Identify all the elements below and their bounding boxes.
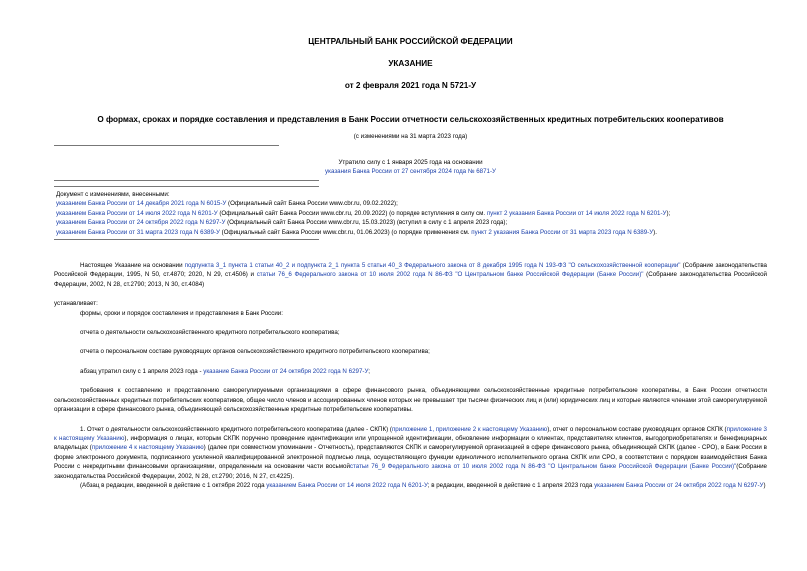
amendment-note: (с изменениями на 31 марта 2023 года) <box>353 133 468 140</box>
change-item: указанием Банка России от 24 октября 2022 года N 6297-У (Официальный сайт Банка России www.cbr.ru, 15.03.2023) (вступил в силу с 1 апреля 2023 года); <box>56 219 508 227</box>
divider <box>54 180 319 181</box>
law-link[interactable]: статьи 76_6 Федерального закона от 10 июля 2002 года N 86-ФЗ "О Центральном банке Российской Федерации (Банке России)" <box>256 271 644 279</box>
appendix-link[interactable]: приложение 3 к настоящему Указанию <box>54 425 767 442</box>
establish-item: отчета о деятельности сельскохозяйственного кредитного потребительского кооператива; <box>80 329 340 337</box>
document-date: от 2 февраля 2021 года N 5721-У <box>344 81 477 90</box>
change-link[interactable]: пункт 2 указания Банка России от 31 марта 2023 года N 6389-У <box>471 228 654 236</box>
changes-intro: Документ с изменениями, внесенными: <box>56 191 170 198</box>
repeal-link[interactable]: указание Банка России от 24 октября 2022 года N 6297-У <box>203 367 369 375</box>
change-item: указанием Банка России от 31 марта 2023 года N 6389-У (Официальный сайт Банка России www.cbr.ru, 01.06.2023) (о порядке применения см. пункт 2 указания Банка России от 31 марта 2023 года N 6389-У). <box>56 228 657 236</box>
establish-item: абзац утратил силу с 1 апреля 2023 года - указание Банка России от 24 октября 2022 года N 6297-У; <box>80 367 370 375</box>
change-item: указанием Банка России от 14 июля 2022 года N 6201-У (Официальный сайт Банка России www.cbr.ru, 20.09.2022) (о порядке вступления в силу см. пункт 2 указания Банка России от 14 июля 2022 года N 6201-У); <box>56 209 671 217</box>
document-type: УКАЗАНИЕ <box>388 59 433 68</box>
document-title: О формах, сроках и порядке составления и представления в Банк России отчетности сельскохозяйственных кредитных потребительских кооперативов <box>97 115 724 124</box>
edition-link[interactable]: указанием Банка России от 14 июля 2022 года N 6201-У <box>266 481 428 489</box>
change-link[interactable]: указанием Банка России от 14 декабря 2021 года N 6015-У <box>56 200 227 208</box>
point-1: 1. Отчет о деятельности сельскохозяйственного кредитного потребительского кооператива (далее - СКПК) (приложение 1, приложение 2 к настоящему Указанию), отчет о персональном составе руководящих органов СКПК (приложение 3 к настоящему Указанию), информация о лицах, которым СКПК поручено проведение идентификации или упрощенной идентификации, обновление информации о клиентах, представителях клиентов, выгодоприобретателях и бенефициарных владельцах (приложение 4 к настоящему Указанию) (далее при совместном упоминании - Отчетность), представляются СКПК и саморегулируемой организацией в сфере финансового рынка, объединяющей СКПК (далее - СРО), в Банк России в форме электронного документа, подписанного усиленной квалифицированной электронной подписью лица, осуществляющего функции единоличного исполнительного органа СКПК или СРО, в соответствии с порядком взаимодействия Банка России с некредитными финансовыми организациями, определенным на основании части восьмойстатьи 76_9 Федерального закона от 10 июля 2002 года N 86-ФЗ "О Центральном банке Российской Федерации (Банке России)"(Собрание законодательства Российской Федерации, 2002, N 28, ст.2790; 2016, N 27, ст.4225). <box>54 425 767 480</box>
divider <box>54 239 319 240</box>
edition-note: (Абзац в редакции, введенной в действие с 1 октября 2022 года указанием Банка России от 14 июля 2022 года N 6201-У; в редакции, введенной в действие с 1 апреля 2023 года указанием Банка России от 24 октября 2022 года N 6297-У) <box>80 481 766 489</box>
change-item: указанием Банка России от 14 декабря 2021 года N 6015-У (Официальный сайт Банка России www.cbr.ru, 09.02.2022); <box>56 200 398 208</box>
establish-item: формы, сроки и порядок составления и представления в Банк России: <box>80 309 283 317</box>
establishes-label: устанавливает: <box>54 300 98 308</box>
appendix-link[interactable]: приложение 4 к настоящему Указанию <box>91 444 204 452</box>
establish-item: отчета о персональном составе руководящих органов сельскохозяйственного кредитного потребительского кооператива; <box>80 348 430 356</box>
change-link[interactable]: указанием Банка России от 31 марта 2023 года N 6389-У <box>56 228 220 236</box>
status-text: Утратило силу с 1 января 2025 года на основании <box>338 159 483 166</box>
edition-link[interactable]: указанием Банка России от 24 октября 2022 года N 6297-У <box>594 481 764 489</box>
divider <box>54 145 279 146</box>
law-link[interactable]: статьи 76_9 Федерального закона от 10 июля 2002 года N 86-ФЗ "О Центральном банке Российской Федерации (Банке России)" <box>349 463 737 471</box>
status-link[interactable]: указания Банка России от 27 сентября 2024 года № 6871-У <box>325 168 496 175</box>
divider <box>54 186 319 187</box>
change-link[interactable]: пункт 2 указания Банка России от 14 июля 2022 года N 6201-У <box>486 209 667 217</box>
status-block <box>54 158 767 176</box>
change-link[interactable]: указанием Банка России от 14 июля 2022 года N 6201-У <box>56 209 218 217</box>
law-link[interactable]: подпункта 3_1 пункта 1 статьи 40_2 и подпункта 2_1 пункта 5 статьи 40_3 Федерального закона от 8 декабря 1995 года N 193-ФЗ "О сельскохозяйственной кооперации" <box>184 262 681 270</box>
preamble: Настоящее Указание на основании подпункта 3_1 пункта 1 статьи 40_2 и подпункта 2_1 пункта 5 статьи 40_3 Федерального закона от 8 декабря 1995 года N 193-ФЗ "О сельскохозяйственной кооперации" (Собрание законодательства Российской Федерации, 1995, N 50, ст.4870; 2020, N 29, ст.4506) и статьи 76_6 Федерального закона от 10 июля 2002 года N 86-ФЗ "О Центральном банке Российской Федерации (Банке России)" (Собрание законодательства Российской Федерации, 2002, N 28, ст.2790; 2013, N 30, ст.4084) <box>54 262 767 288</box>
org-name: ЦЕНТРАЛЬНЫЙ БАНК РОССИЙСКОЙ ФЕДЕРАЦИИ <box>308 37 513 46</box>
requirements-paragraph: требования к составлению и представлению саморегулируемыми организациями в сфере финансового рынка, объединяющими сельскохозяйственные кредитные потребительские кооперативы, в Банк России отчетности сельскохозяйственных кредитных потребительских кооперативов, общее число членов и ассоциированных членов которых не превышает три тысячи физических лиц и (или) юридических лиц и которые являются членами этой саморегулируемой организации в сфере финансового рынка, объединяющей сельскохозяйственные кредитные потребительские кооперативы. <box>54 387 767 414</box>
change-link[interactable]: указанием Банка России от 24 октября 2022 года N 6297-У <box>56 219 226 227</box>
changes-block <box>54 190 767 237</box>
appendix-link[interactable]: приложение 1, приложение 2 к настоящему Указанию <box>391 425 548 433</box>
